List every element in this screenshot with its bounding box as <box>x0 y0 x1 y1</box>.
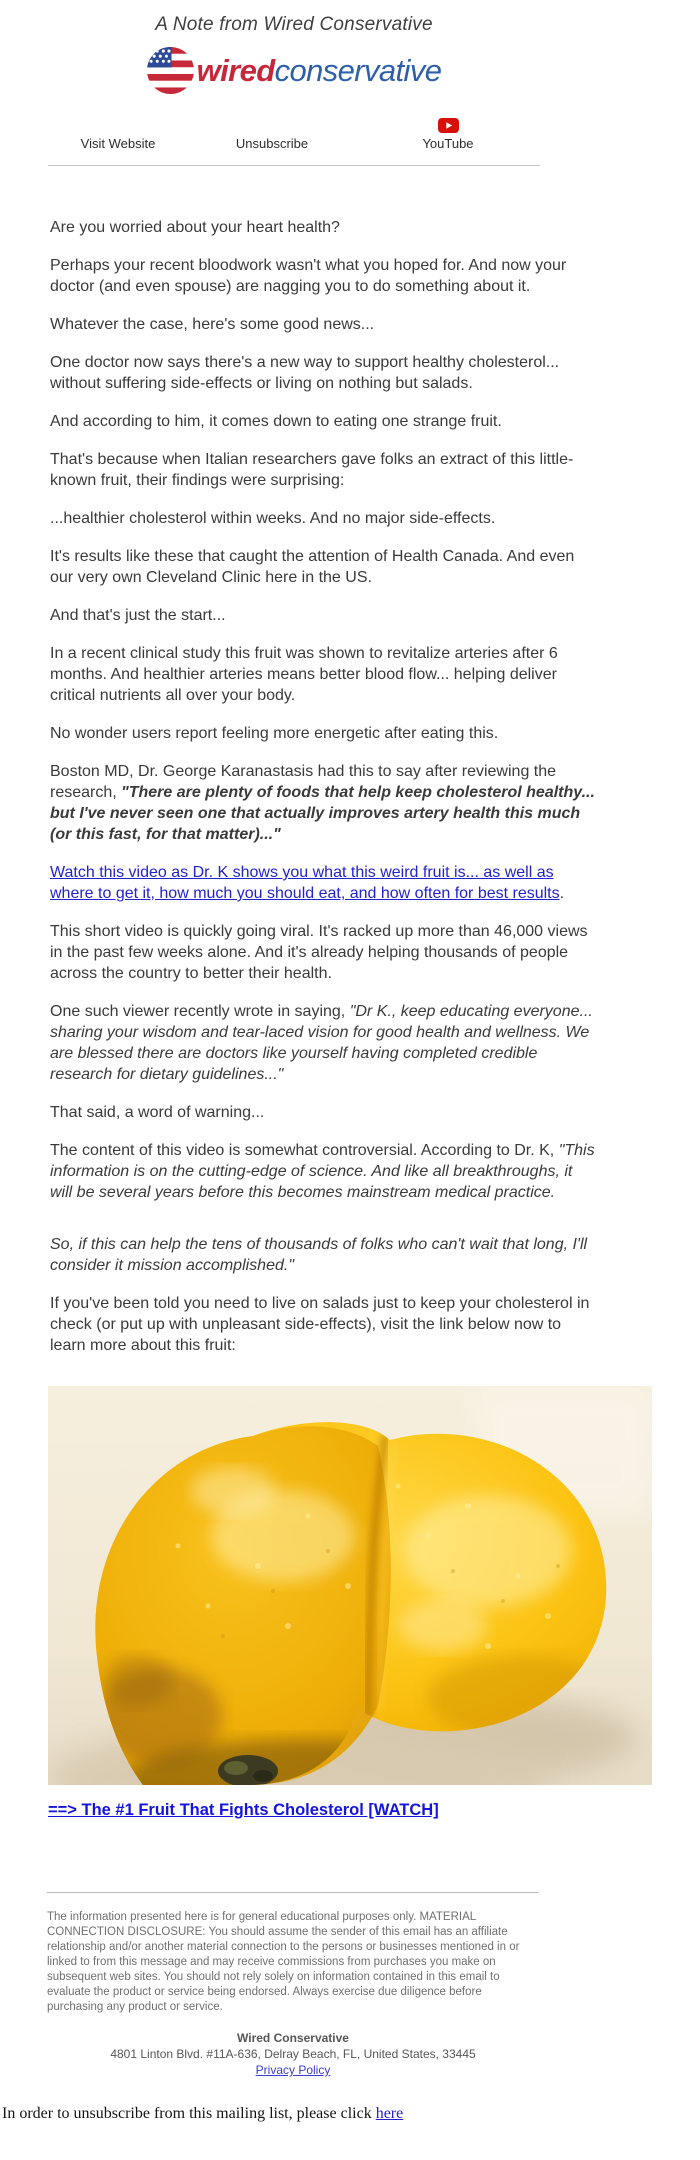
text-segment: "This information is on the cutting-edge of science. And like all breakthroughs, it will be several years before this becomes mainstream medical practice. <box>50 1142 595 1201</box>
text-segment: "Dr K., keep educating everyone... sharing your wisdom and tear-laced vision for good health and wellness. We are blessed there are doctors like yourself having completed credible research for dietary guidelines..." <box>50 1003 593 1083</box>
privacy-policy-link[interactable]: Privacy Policy <box>255 2063 331 2077</box>
paragraph <box>50 1234 595 1276</box>
disclaimer-text: The information presented here is for general educational purposes only. MATERIAL CONNECTION DISCLOSURE: You should assume the sender of this email has an affiliate relationship and/or another material connection to the persons or businesses mentioned in or linked to from this message and may receive commissions from purchases you make on subsequent web sites. You should not rely solely on information contained in this email to evaluate the product or service being endorsed. Always exercise due diligence before purchasing any product or service. <box>47 1911 520 2013</box>
text-segment: Whatever the case, here's some good news... <box>50 316 375 333</box>
paragraph <box>50 255 595 297</box>
paragraph <box>50 352 595 394</box>
text-segment: . <box>559 885 565 902</box>
paragraph <box>50 921 595 984</box>
unsubscribe-here-link[interactable]: here <box>375 2105 404 2122</box>
text-segment: The content of this video is somewhat controversial. According to Dr. K, <box>50 1142 559 1159</box>
text-segment: "There are plenty of foods that help keep cholesterol healthy... but I've never seen one that actually improves artery health this much (or this fast, for that matter)..." <box>50 784 595 843</box>
header-divider <box>48 165 540 166</box>
unsubscribe-line <box>2 2105 700 2123</box>
unsubscribe-text: In order to unsubscribe from this mailing list, please click <box>2 2105 376 2122</box>
brand-wordmark <box>197 53 442 89</box>
paragraph <box>50 605 595 626</box>
text-segment: So, if this can help the tens of thousands of folks who can't wait that long, I'll consider it mission accomplished." <box>50 1236 588 1274</box>
us-flag-circle-icon <box>147 47 194 94</box>
paragraph <box>50 508 595 529</box>
brand-word-wired: wired <box>196 52 275 88</box>
text-segment: If you've been told you need to live on salads just to keep your cholesterol in check (or put up with unpleasant side-effects), visit the link below now to learn more about this fruit: <box>50 1295 590 1354</box>
paragraph <box>50 314 595 335</box>
article-body <box>50 217 595 1356</box>
paragraph <box>50 761 595 845</box>
paragraph <box>50 1293 595 1356</box>
fruit-photo <box>48 1386 652 1785</box>
nav-youtube-link[interactable] <box>356 118 540 151</box>
email-header <box>48 0 540 166</box>
note-title: A Note from Wired Conservative <box>155 14 433 35</box>
company-address: 4801 Linton Blvd. #11A-636, Delray Beach, FL, United States, 33445 <box>110 2047 476 2061</box>
youtube-icon <box>438 118 459 133</box>
text-segment: One such viewer recently wrote in saying, <box>50 1003 350 1020</box>
brand-logo[interactable] <box>48 47 540 94</box>
text-segment: That said, a word of warning... <box>50 1104 265 1121</box>
watch-cta-link[interactable]: ==> The #1 Fruit That Fights Cholesterol [WATCH] <box>48 1801 439 1819</box>
paragraph <box>50 449 595 491</box>
header-nav <box>48 118 540 151</box>
brand-word-conservative: conservative <box>274 52 442 88</box>
text-segment: One doctor now says there's a new way to support healthy cholesterol... without suffering side-effects or living on nothing but salads. <box>50 354 560 392</box>
text-segment: This short video is quickly going viral. It's racked up more than 46,000 views in the past few weeks alone. And it's already helping thousands of people across the country to better their health. <box>50 923 588 982</box>
paragraph <box>50 1102 595 1123</box>
paragraph <box>50 217 595 238</box>
paragraph <box>50 1001 595 1085</box>
nav-youtube-label: YouTube <box>422 136 474 151</box>
paragraph <box>50 1140 595 1203</box>
text-segment: Are you worried about your heart health? <box>50 219 340 236</box>
footer-divider <box>47 1892 539 1893</box>
text-segment: That's because when Italian researchers gave folks an extract of this little-known fruit, their findings were surprising: <box>50 451 574 489</box>
cta-row <box>48 1801 700 1820</box>
paragraph <box>50 723 595 744</box>
text-segment: And according to him, it comes down to eating one strange fruit. <box>50 413 502 430</box>
nav-unsubscribe-link[interactable]: Unsubscribe <box>235 136 309 151</box>
text-segment: No wonder users report feeling more energetic after eating this. <box>50 725 499 742</box>
paragraph <box>50 546 595 588</box>
paragraph <box>50 643 595 706</box>
text-segment: It's results like these that caught the attention of Health Canada. And even our very own Cleveland Clinic here in the US. <box>50 548 575 586</box>
paragraph <box>50 862 595 904</box>
paragraph <box>50 411 595 432</box>
watch-video-link[interactable]: Watch this video as Dr. K shows you what this weird fruit is... as well as where to get it, how much you should eat, and how often for best results <box>50 864 560 902</box>
address-block <box>47 2030 539 2078</box>
text-segment: Perhaps your recent bloodwork wasn't what you hoped for. And now your doctor (and even spouse) are nagging you to do something about it. <box>50 257 567 295</box>
text-segment: Boston MD, Dr. George Karanastasis had this to say after reviewing the research, <box>50 763 557 801</box>
nav-visit-website-link[interactable]: Visit Website <box>80 136 156 151</box>
text-segment: And that's just the start... <box>50 607 226 624</box>
text-segment: ...healthier cholesterol within weeks. And no major side-effects. <box>50 510 496 527</box>
email-footer <box>47 1892 539 2078</box>
text-segment: In a recent clinical study this fruit was shown to revitalize arteries after 6 months. And healthier arteries means better blood flow... helping deliver critical nutrients all over your body. <box>50 645 558 704</box>
company-name: Wired Conservative <box>237 2031 349 2045</box>
